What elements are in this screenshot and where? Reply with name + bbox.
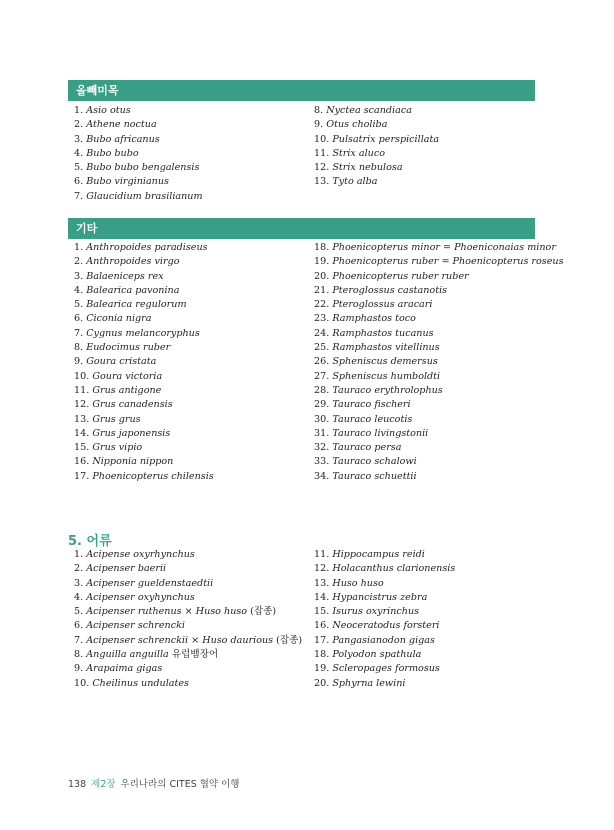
list-item bbox=[74, 455, 214, 469]
list-item bbox=[314, 298, 564, 312]
list-item bbox=[74, 634, 302, 648]
chapter-title: 우리나라의 CITES 협약 이행 bbox=[120, 779, 240, 790]
list-item bbox=[74, 118, 203, 132]
item-number: 34. bbox=[314, 470, 330, 482]
species-name: Cygnus melancoryphus bbox=[86, 327, 200, 339]
list-item bbox=[74, 190, 203, 204]
item-number: 6. bbox=[74, 620, 84, 632]
item-number: 28. bbox=[314, 384, 330, 396]
item-number: 25. bbox=[314, 342, 330, 354]
species-name: Bubo virginianus bbox=[86, 176, 169, 188]
list-item bbox=[314, 284, 564, 298]
species-name: Tauraco persa bbox=[332, 442, 402, 454]
item-number: 5. bbox=[74, 162, 84, 174]
list-item bbox=[314, 133, 439, 147]
species-name: Asio otus bbox=[86, 105, 131, 116]
species-name: Tauraco schalowi bbox=[332, 456, 417, 468]
list-item bbox=[74, 161, 203, 175]
species-name: Athene noctua bbox=[86, 119, 157, 131]
list-item bbox=[74, 341, 214, 355]
item-number: 11. bbox=[314, 549, 330, 560]
item-number: 2. bbox=[74, 119, 84, 131]
list-item bbox=[74, 147, 203, 161]
item-number: 5. bbox=[74, 299, 84, 311]
list-item bbox=[74, 398, 214, 412]
species-name: Phoenicopterus ruber ruber bbox=[332, 270, 469, 282]
list-item bbox=[74, 384, 214, 398]
list-item bbox=[74, 413, 214, 427]
section-header-owl bbox=[68, 80, 535, 101]
fish-list-right bbox=[314, 548, 455, 691]
other-list-right bbox=[314, 241, 564, 484]
item-number: 12. bbox=[74, 399, 90, 411]
item-number: 13. bbox=[314, 176, 330, 188]
item-number: 4. bbox=[74, 284, 84, 296]
species-name: Scleropages formosus bbox=[332, 663, 440, 675]
species-name: Tauraco livingstonii bbox=[332, 427, 429, 439]
item-number: 14. bbox=[314, 591, 330, 603]
list-item bbox=[74, 327, 214, 341]
list-item bbox=[74, 284, 214, 298]
fish-list-left bbox=[74, 548, 302, 691]
species-name: Spheniscus demersus bbox=[332, 356, 438, 368]
item-number: 32. bbox=[314, 442, 330, 454]
list-item bbox=[314, 677, 455, 691]
species-name: Spheniscus humboldti bbox=[332, 370, 441, 382]
species-name: Glaucidium brasilianum bbox=[86, 190, 203, 202]
item-number: 13. bbox=[314, 577, 330, 589]
list-item bbox=[74, 619, 302, 633]
item-number: 17. bbox=[74, 470, 90, 482]
item-number: 4. bbox=[74, 147, 84, 159]
item-number: 7. bbox=[74, 327, 84, 339]
item-number: 17. bbox=[314, 634, 330, 646]
list-item bbox=[314, 398, 564, 412]
list-item bbox=[314, 427, 564, 441]
item-number: 9. bbox=[314, 119, 324, 131]
species-name: Tauraco schuettii bbox=[332, 470, 417, 482]
species-name: Acipenser oxyhynchus bbox=[86, 591, 195, 603]
list-item bbox=[74, 562, 302, 576]
item-number: 8. bbox=[74, 649, 84, 661]
item-number: 8. bbox=[314, 105, 324, 116]
species-name: Polyodon spathula bbox=[332, 649, 422, 661]
item-number: 18. bbox=[314, 649, 330, 661]
species-name: Nyctea scandiaca bbox=[326, 105, 412, 116]
item-number: 24. bbox=[314, 327, 330, 339]
list-item bbox=[74, 312, 214, 326]
species-name: Nipponia nippon bbox=[92, 456, 174, 468]
species-name: Anguilla anguilla bbox=[86, 649, 169, 661]
species-name: Acipenser baerii bbox=[86, 563, 167, 575]
species-name: Bubo bubo bbox=[86, 147, 139, 159]
item-number: 11. bbox=[74, 384, 90, 396]
item-number: 3. bbox=[74, 133, 84, 145]
item-number: 21. bbox=[314, 284, 330, 296]
species-name: Ciconia nigra bbox=[86, 313, 152, 325]
list-item bbox=[314, 312, 564, 326]
species-name: Grus canadensis bbox=[92, 399, 173, 411]
species-name: Pangasianodon gigas bbox=[332, 634, 435, 646]
list-item bbox=[74, 104, 203, 118]
species-name: Eudocimus ruber bbox=[86, 342, 171, 354]
list-item bbox=[74, 470, 214, 484]
species-name: Grus vipio bbox=[92, 442, 143, 454]
list-item bbox=[314, 619, 455, 633]
item-number: 16. bbox=[314, 620, 330, 632]
list-item bbox=[74, 241, 214, 255]
list-item bbox=[74, 270, 214, 284]
item-number: 3. bbox=[74, 577, 84, 589]
species-name: Bubo bubo bengalensis bbox=[86, 162, 200, 174]
item-number: 1. bbox=[74, 242, 84, 253]
item-number: 1. bbox=[74, 549, 84, 560]
item-number: 20. bbox=[314, 677, 330, 689]
list-item bbox=[74, 255, 214, 269]
list-item bbox=[314, 147, 439, 161]
item-number: 26. bbox=[314, 356, 330, 368]
item-number: 33. bbox=[314, 456, 330, 468]
section-title-fish: 5. 어류 bbox=[68, 534, 112, 549]
species-name: Tauraco erythrolophus bbox=[332, 384, 443, 396]
list-item bbox=[314, 591, 455, 605]
species-name: Balearica pavonina bbox=[86, 284, 180, 296]
page-footer bbox=[68, 776, 239, 790]
item-number: 14. bbox=[74, 427, 90, 439]
species-name: Strix nebulosa bbox=[332, 162, 403, 174]
chapter-label: 제2장 bbox=[91, 779, 116, 790]
item-number: 12. bbox=[314, 563, 330, 575]
list-item bbox=[314, 384, 564, 398]
item-number: 6. bbox=[74, 176, 84, 188]
list-item bbox=[314, 548, 455, 562]
list-item bbox=[74, 133, 203, 147]
species-name: Pteroglossus aracari bbox=[332, 299, 433, 311]
item-number: 13. bbox=[74, 413, 90, 425]
section-header-other bbox=[68, 218, 535, 239]
species-name: Acipenser gueldenstaedtii bbox=[86, 577, 214, 589]
list-item bbox=[74, 548, 302, 562]
list-item bbox=[74, 677, 302, 691]
list-item bbox=[314, 161, 439, 175]
species-name: Balaeniceps rex bbox=[86, 270, 164, 282]
species-name: Hippocampus reidi bbox=[332, 549, 425, 560]
list-item bbox=[74, 355, 214, 369]
page-number: 138 bbox=[68, 779, 87, 790]
species-name: Anthropoides virgo bbox=[86, 256, 180, 268]
list-item bbox=[314, 175, 439, 189]
item-number: 6. bbox=[74, 313, 84, 325]
list-item bbox=[314, 634, 455, 648]
item-number: 23. bbox=[314, 313, 330, 325]
species-name: Neoceratodus forsteri bbox=[332, 620, 440, 632]
species-name: Anthropoides paradiseus bbox=[86, 242, 208, 253]
section-title-other: 기타 bbox=[76, 222, 98, 235]
item-number: 3. bbox=[74, 270, 84, 282]
item-number: 30. bbox=[314, 413, 330, 425]
item-number: 10. bbox=[74, 370, 90, 382]
species-note: (잡종) bbox=[247, 606, 277, 618]
species-note: 유럽뱀장어 bbox=[168, 649, 219, 661]
species-name: Bubo africanus bbox=[86, 133, 160, 145]
species-name: Phoenicopterus chilensis bbox=[92, 470, 214, 482]
list-item bbox=[74, 175, 203, 189]
species-name: Tyto alba bbox=[332, 176, 378, 188]
list-item bbox=[74, 591, 302, 605]
species-name: Pulsatrix perspicillata bbox=[332, 133, 440, 145]
species-name: Hypancistrus zebra bbox=[332, 591, 428, 603]
item-number: 27. bbox=[314, 370, 330, 382]
list-item bbox=[314, 270, 564, 284]
owl-list-right bbox=[314, 104, 439, 190]
list-item bbox=[314, 662, 455, 676]
list-item bbox=[314, 355, 564, 369]
species-name: Grus grus bbox=[92, 413, 141, 425]
species-name: Goura victoria bbox=[92, 370, 163, 382]
item-number: 12. bbox=[314, 162, 330, 174]
list-item bbox=[74, 370, 214, 384]
item-number: 22. bbox=[314, 299, 330, 311]
species-name: Otus choliba bbox=[326, 119, 388, 131]
list-item bbox=[314, 413, 564, 427]
list-item bbox=[74, 427, 214, 441]
species-name: Ramphastos vitellinus bbox=[332, 342, 440, 354]
species-name: Cheilinus undulates bbox=[92, 677, 189, 689]
species-name: Grus antigone bbox=[92, 384, 162, 396]
item-number: 2. bbox=[74, 563, 84, 575]
item-number: 5. bbox=[74, 606, 84, 618]
item-number: 7. bbox=[74, 190, 84, 202]
species-name: Isurus oxyrinchus bbox=[332, 606, 420, 618]
item-number: 15. bbox=[74, 442, 90, 454]
item-number: 2. bbox=[74, 256, 84, 268]
item-number: 20. bbox=[314, 270, 330, 282]
species-name: Acipenser schrenckii × Huso daurious bbox=[86, 634, 274, 646]
item-number: 8. bbox=[74, 342, 84, 354]
species-name: Acipenser ruthenus × Huso huso bbox=[86, 606, 248, 618]
species-note: (잡종) bbox=[273, 634, 303, 646]
list-item bbox=[314, 341, 564, 355]
item-number: 9. bbox=[74, 663, 84, 675]
item-number: 9. bbox=[74, 356, 84, 368]
species-name: Huso huso bbox=[332, 577, 384, 589]
list-item bbox=[314, 562, 455, 576]
item-number: 4. bbox=[74, 591, 84, 603]
species-name: Phoenicopterus minor = Phoeniconaias minor bbox=[332, 242, 556, 253]
list-item bbox=[74, 577, 302, 591]
owl-list-left bbox=[74, 104, 203, 204]
item-number: 19. bbox=[314, 663, 330, 675]
species-name: Tauraco fischeri bbox=[332, 399, 411, 411]
species-name: Goura cristata bbox=[86, 356, 157, 368]
species-name: Arapaima gigas bbox=[86, 663, 163, 675]
list-item bbox=[314, 470, 564, 484]
species-name: Acipenser schrencki bbox=[86, 620, 185, 632]
list-item bbox=[314, 370, 564, 384]
item-number: 31. bbox=[314, 427, 330, 439]
item-number: 10. bbox=[74, 677, 90, 689]
list-item bbox=[74, 441, 214, 455]
species-name: Sphyrna lewini bbox=[332, 677, 406, 689]
species-name: Ramphastos tucanus bbox=[332, 327, 434, 339]
list-item bbox=[314, 241, 564, 255]
other-list-left bbox=[74, 241, 214, 484]
list-item bbox=[314, 577, 455, 591]
species-name: Grus japonensis bbox=[92, 427, 171, 439]
list-item bbox=[314, 648, 455, 662]
item-number: 16. bbox=[74, 456, 90, 468]
species-name: Pteroglossus castanotis bbox=[332, 284, 448, 296]
list-item bbox=[314, 441, 564, 455]
item-number: 19. bbox=[314, 256, 330, 268]
list-item bbox=[74, 298, 214, 312]
list-item bbox=[314, 455, 564, 469]
list-item bbox=[74, 605, 302, 619]
list-item bbox=[74, 662, 302, 676]
list-item bbox=[314, 104, 439, 118]
list-item bbox=[314, 605, 455, 619]
species-name: Ramphastos toco bbox=[332, 313, 416, 325]
list-item bbox=[314, 255, 564, 269]
species-name: Holacanthus clarionensis bbox=[332, 563, 456, 575]
species-name: Tauraco leucotis bbox=[332, 413, 413, 425]
item-number: 10. bbox=[314, 133, 330, 145]
item-number: 7. bbox=[74, 634, 84, 646]
item-number: 18. bbox=[314, 242, 330, 253]
section-title-owl: 올빼미목 bbox=[76, 84, 119, 97]
item-number: 15. bbox=[314, 606, 330, 618]
species-name: Strix aluco bbox=[332, 147, 385, 159]
species-name: Phoenicopterus ruber = Phoenicopterus roseus bbox=[332, 256, 564, 268]
species-name: Acipense oxyrhynchus bbox=[86, 549, 195, 560]
species-name: Balearica regulorum bbox=[86, 299, 187, 311]
list-item bbox=[74, 648, 302, 662]
item-number: 1. bbox=[74, 105, 84, 116]
list-item bbox=[314, 327, 564, 341]
item-number: 11. bbox=[314, 147, 330, 159]
item-number: 29. bbox=[314, 399, 330, 411]
list-item bbox=[314, 118, 439, 132]
